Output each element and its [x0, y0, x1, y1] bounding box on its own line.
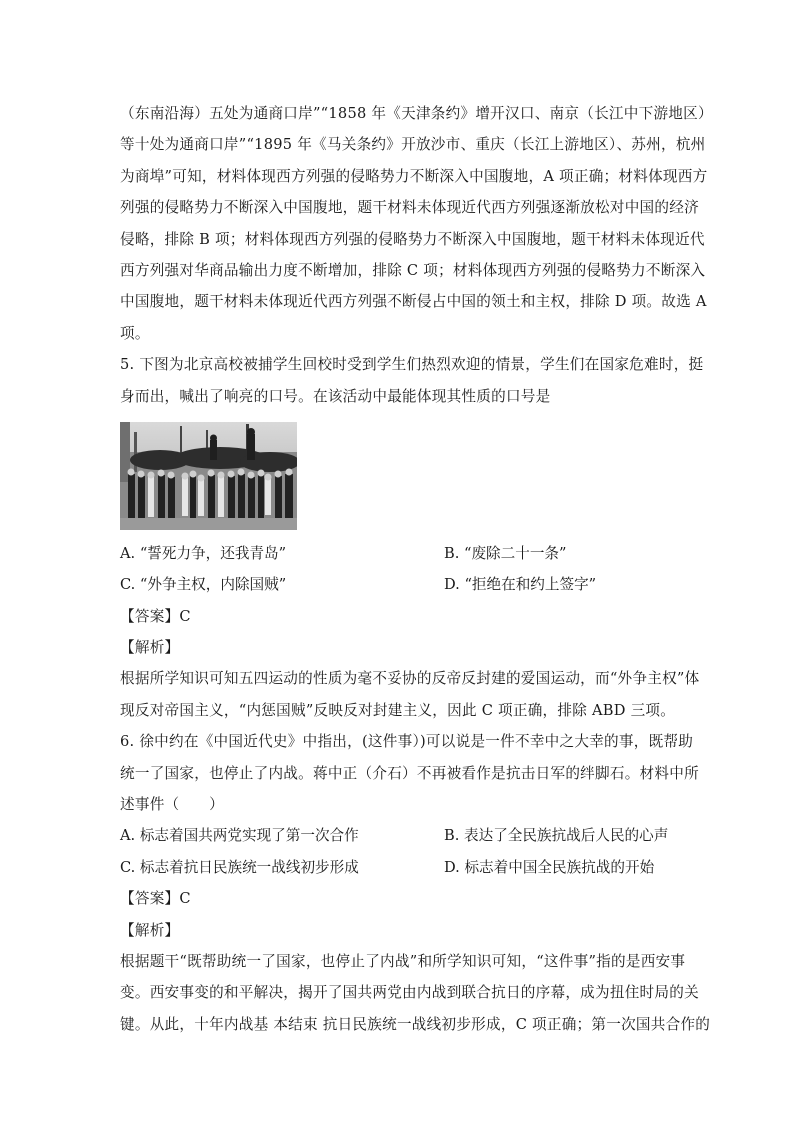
option-a: A. “誓死力争，还我青岛”: [120, 544, 287, 562]
analysis-label: 【解析】: [120, 921, 180, 939]
question-stem-line: 身而出，喊出了响亮的口号。在该活动中最能体现其性质的口号是: [120, 387, 551, 405]
crowd-photo-illustration: [120, 422, 297, 530]
question-stem-line: 述事件（ ）: [120, 796, 224, 814]
text-line: 等十处为通商口岸”“1895 年《马关条约》开放沙市、重庆（长江上游地区）、苏州，杭州: [120, 136, 706, 154]
exam-page: [120, 98, 713, 1040]
question-5-options: [120, 538, 676, 601]
text-line: 项。: [120, 324, 150, 342]
historical-photo: [120, 422, 297, 530]
option-b: B. 表达了全民族抗战后人民的心声: [444, 827, 669, 845]
question-stem-line: 统一了国家，也停止了内战。蒋中正（介石）不再被看作是抗击日军的绊脚石。材料中所: [120, 764, 699, 782]
text-line: 为商埠”可知，材料体现西方列强的侵略势力不断深入中国腹地，A 项正确；材料体现西方: [120, 167, 708, 185]
text-line: 西方列强对华商品输出力度不断增加，排除 C 项；材料体现西方列强的侵略势力不断深入: [120, 261, 706, 279]
option-b: B. “废除二十一条”: [444, 544, 567, 562]
question-stem-line: 5. 下图为北京高校被捕学生回校时受到学生们热烈欢迎的情景，学生们在国家危难时，挺: [120, 356, 704, 374]
text-line: （东南沿海）五处为通商口岸”“1858 年《天津条约》增开汉口、南京（长江中下游地区）: [120, 105, 713, 122]
option-d: D. “拒绝在和约上签字”: [444, 576, 597, 594]
analysis-label: 【解析】: [120, 639, 180, 657]
previous-analysis-continuation: [120, 98, 713, 349]
text-line: 中国腹地，题干材料未体现近代西方列强不断侵占中国的领土和主权，排除 D 项。故选 A: [120, 293, 707, 311]
analysis-line: 键。从此，十年内战基 本结束 抗日民族统一战线初步形成，C 项正确；第一次国共合作的: [120, 1015, 711, 1033]
option-c: C. 标志着抗日民族统一战线初步形成: [120, 858, 359, 876]
option-c: C. “外争主权，内除国贼”: [120, 576, 287, 594]
analysis-line: 根据所学知识可知五四运动的性质为毫不妥协的反帝反封建的爱国运动，而“外争主权”体: [120, 670, 700, 688]
text-line: 列强的侵略势力不断深入中国腹地，题干材料未体现近代西方列强逐渐放松对中国的经济: [120, 199, 699, 217]
option-d: D. 标志着中国全民族抗战的开始: [444, 858, 655, 876]
question-stem-line: 6. 徐中约在《中国近代史》中指出，(这件事）)可以说是一件不幸中之大幸的事，既帮助: [120, 733, 694, 751]
analysis-line: 变。西安事变的和平解决，揭开了国共两党由内战到联合抗日的序幕，成为扭住时局的关: [120, 984, 699, 1002]
analysis-line: 现反对帝国主义，“内惩国贼”反映反对封建主义，因此 C 项正确，排除 ABD 三项。: [120, 701, 676, 719]
text-line: 侵略，排除 B 项；材料体现西方列强的侵略势力不断深入中国腹地，题干材料未体现近代: [120, 230, 705, 248]
question-5: [120, 349, 704, 726]
question-6-options: [120, 820, 676, 883]
answer-label: 【答案】C: [120, 890, 191, 908]
option-a: A. 标志着国共两党实现了第一次合作: [120, 827, 359, 845]
question-6: [120, 726, 711, 1040]
answer-label: 【答案】C: [120, 607, 191, 625]
analysis-line: 根据题干“既帮助统一了国家，也停止了内战”和所学知识可知，“这件事”指的是西安事: [120, 952, 686, 970]
